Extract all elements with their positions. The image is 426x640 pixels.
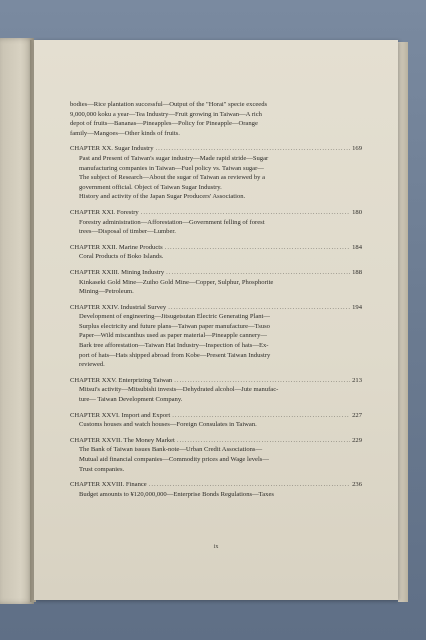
- chapter-summary: [70, 420, 362, 430]
- chapter-title: CHAPTER XXVIII. Finance: [70, 481, 147, 489]
- chapter-title: CHAPTER XXVI. Import and Export: [70, 411, 171, 419]
- continuation-block: [70, 100, 362, 138]
- page-number: 188: [352, 268, 362, 276]
- summary-line: Budget amounts to ¥120,000,000—Enterprise Bonds Regulations—Taxes: [79, 490, 274, 498]
- chapter-title: CHAPTER XXIII. Mining Industry: [70, 268, 165, 276]
- summary-line: government official. Object of Taiwan Sugar Industry.: [79, 183, 222, 191]
- chapter-title: CHAPTER XXII. Marine Products: [70, 243, 163, 251]
- dot-leader: [149, 480, 350, 490]
- summary-line: Customs houses and watch houses—Foreign Consulates in Taiwan.: [79, 421, 257, 429]
- chapter-entry: [70, 303, 362, 370]
- summary-line: Forestry administration—Afforestation—Government felling of forest: [79, 218, 265, 226]
- chapter-entry: [70, 208, 362, 237]
- dot-leader: [166, 268, 350, 278]
- summary-line: Surplus electricity and future plans—Taiwan paper manufacture—Tsuso: [79, 322, 270, 330]
- chapter-title: CHAPTER XXVII. The Money Market: [70, 436, 175, 444]
- summary-line: Paper—Wild miscanthus used as paper material—Pineapple cannery—: [79, 332, 267, 340]
- summary-line: Bark tree afforestation—Taiwan Hat Industry—Inspection of hats—Ex-: [79, 342, 269, 350]
- chapter-heading: [70, 144, 362, 154]
- dot-leader: [168, 303, 350, 313]
- page-number: 184: [352, 243, 362, 251]
- chapter-entry: [70, 411, 362, 430]
- chapter-heading: [70, 376, 362, 386]
- dot-leader: [174, 376, 350, 386]
- summary-line: Kinkaseki Gold Mine—Zuiho Gold Mine—Copper, Sulphur, Phosphorite: [79, 278, 274, 286]
- chapter-heading: [70, 303, 362, 313]
- summary-line: Development of engineering—Jitsugetsutan Electric Generating Plant—: [79, 313, 270, 321]
- chapter-heading: [70, 243, 362, 253]
- summary-line: trees—Disposal of timber—Lumber.: [79, 228, 176, 236]
- chapter-summary: [70, 154, 362, 202]
- chapter-heading: [70, 268, 362, 278]
- summary-line: The subject of Research—About the sugar of Taiwan as reviewed by a: [79, 174, 265, 182]
- chapter-title: CHAPTER XXV. Enterprizing Taiwan: [70, 376, 173, 384]
- continuation-line: bodies—Rice plantation successful—Output of the "Horai" specie exceeds: [70, 101, 268, 108]
- dot-leader: [172, 411, 350, 421]
- page-folio: ix: [213, 544, 219, 550]
- chapter-summary: [70, 312, 362, 370]
- summary-line: Mutual aid financial companies—Commodity prices and Wage levels—: [79, 456, 269, 463]
- chapter-title: CHAPTER XXIV. Industrial Survey: [70, 303, 167, 311]
- summary-line: Coral Products of Boko Islands.: [79, 253, 164, 261]
- chapter-entry: [70, 243, 362, 262]
- summary-line: manufacturing companies in Taiwan—Fuel policy vs. Taiwan sugar—: [79, 164, 264, 172]
- summary-line: Mitsui's activity—Mitsubishi invests—Dehydrated alcohol—Jute manufac-: [79, 386, 279, 394]
- summary-line: History and activity of the Japan Sugar Producers' Association.: [79, 193, 246, 201]
- chapter-heading: [70, 480, 362, 490]
- chapter-entry: [70, 376, 362, 405]
- page-number: 169: [352, 145, 362, 153]
- chapter-entry: [70, 144, 362, 202]
- page-number: 227: [352, 411, 362, 419]
- dot-leader: [177, 436, 350, 446]
- dot-leader: [141, 208, 350, 218]
- table-of-contents: [70, 100, 362, 505]
- chapter-title: CHAPTER XXI. Forestry: [70, 208, 139, 216]
- chapter-summary: [70, 445, 362, 474]
- chapter-title: CHAPTER XX. Sugar Industry: [70, 145, 154, 153]
- summary-line: Trust companies.: [79, 465, 125, 473]
- page-number: 194: [352, 303, 362, 311]
- chapter-entry: [70, 268, 362, 297]
- page-number: 213: [352, 376, 362, 384]
- summary-line: reviewed.: [79, 361, 105, 369]
- dot-leader: [156, 144, 351, 154]
- chapter-heading: [70, 436, 362, 446]
- summary-line: ture— Taiwan Development Company.: [79, 396, 183, 404]
- chapter-heading: [70, 208, 362, 218]
- chapter-summary: [70, 490, 362, 500]
- continuation-line: depot of fruits—Bananas—Pineapples—Policy for Pineapple—Orange: [70, 120, 258, 128]
- chapter-summary: [70, 278, 362, 297]
- chapter-summary: [70, 252, 362, 262]
- summary-line: Mining—Petroleum.: [79, 288, 134, 296]
- page-number: 180: [352, 208, 362, 216]
- dot-leader: [165, 243, 350, 253]
- summary-line: port of hats—Hats shipped abroad from Kobe—Present Taiwan Industry: [79, 351, 271, 359]
- chapter-entry: [70, 480, 362, 499]
- page-number: 236: [352, 481, 362, 489]
- chapter-summary: [70, 385, 362, 404]
- chapter-entry: [70, 436, 362, 474]
- continuation-line: family—Mangoes—Other kinds of fruits.: [70, 129, 180, 137]
- facing-page-edge: [0, 38, 34, 604]
- summary-line: Past and Present of Taiwan's sugar industry—Made rapid stride—Sugar: [79, 154, 269, 162]
- page-number: 229: [352, 436, 362, 444]
- continuation-line: 9,000,000 koku a year—Tea Industry—Fruit growing in Taiwan—A rich: [70, 110, 262, 118]
- chapter-heading: [70, 411, 362, 421]
- chapter-summary: [70, 218, 362, 237]
- book-cover-edge: [398, 42, 408, 602]
- summary-line: The Bank of Taiwan issues Bank-note—Urban Credit Associations—: [79, 446, 263, 454]
- contents-page: [34, 40, 398, 600]
